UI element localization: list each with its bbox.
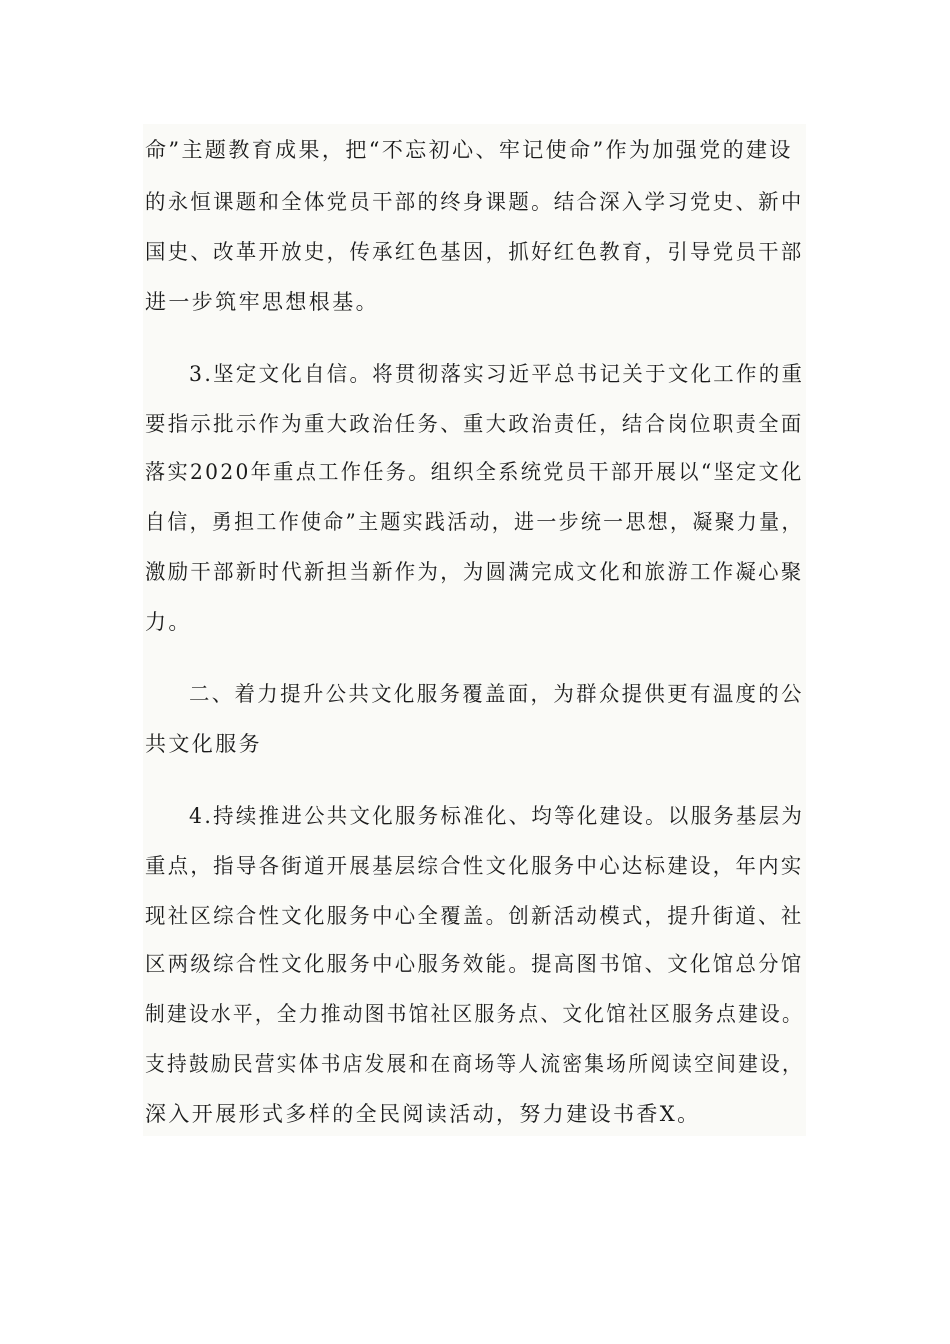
- text-line: 现社区综合性文化服务中心全覆盖。创新活动模式，提升街道、社: [145, 904, 804, 928]
- document-body: [143, 124, 806, 1136]
- text-line: 国史、改革开放史，传承红色基因，抓好红色教育，引导党员干部: [145, 240, 804, 264]
- text-line: 进一步筑牢思想根基。: [145, 290, 379, 314]
- section-heading-2: 二、着力提升公共文化服务覆盖面，为群众提供更有温度的公: [189, 682, 804, 706]
- paragraph-heading-4: 4.持续推进公共文化服务标准化、均等化建设。以服务基层为: [189, 804, 805, 828]
- text-line: 制建设水平，全力推动图书馆社区服务点、文化馆社区服务点建设。: [145, 1002, 804, 1026]
- text-line: 深入开展形式多样的全民阅读活动，努力建设书香X。: [145, 1102, 701, 1126]
- text-line: 共文化服务: [145, 732, 262, 756]
- text-line: 力。: [145, 610, 192, 634]
- text-line: 自信，勇担工作使命”主题实践活动，进一步统一思想，凝聚力量，: [145, 510, 804, 534]
- text-line: 落实2020年重点工作任务。组织全系统党员干部开展以“坚定文化: [145, 460, 804, 484]
- text-line: 重点，指导各街道开展基层综合性文化服务中心达标建设，年内实: [145, 854, 804, 878]
- paragraph-heading-3: 3.坚定文化自信。将贯彻落实习近平总书记关于文化工作的重: [189, 362, 805, 386]
- text-line: 区两级综合性文化服务中心服务效能。提高图书馆、文化馆总分馆: [145, 952, 804, 976]
- text-line: 支持鼓励民营实体书店发展和在商场等人流密集场所阅读空间建设，: [145, 1052, 804, 1076]
- text-line: 的永恒课题和全体党员干部的终身课题。结合深入学习党史、新中: [145, 190, 804, 214]
- text-line: 命”主题教育成果，把“不忘初心、牢记使命”作为加强党的建设: [145, 138, 793, 162]
- text-line: 激励干部新时代新担当新作为，为圆满完成文化和旅游工作凝心聚: [145, 560, 804, 584]
- text-line: 要指示批示作为重大政治任务、重大政治责任，结合岗位职责全面: [145, 412, 804, 436]
